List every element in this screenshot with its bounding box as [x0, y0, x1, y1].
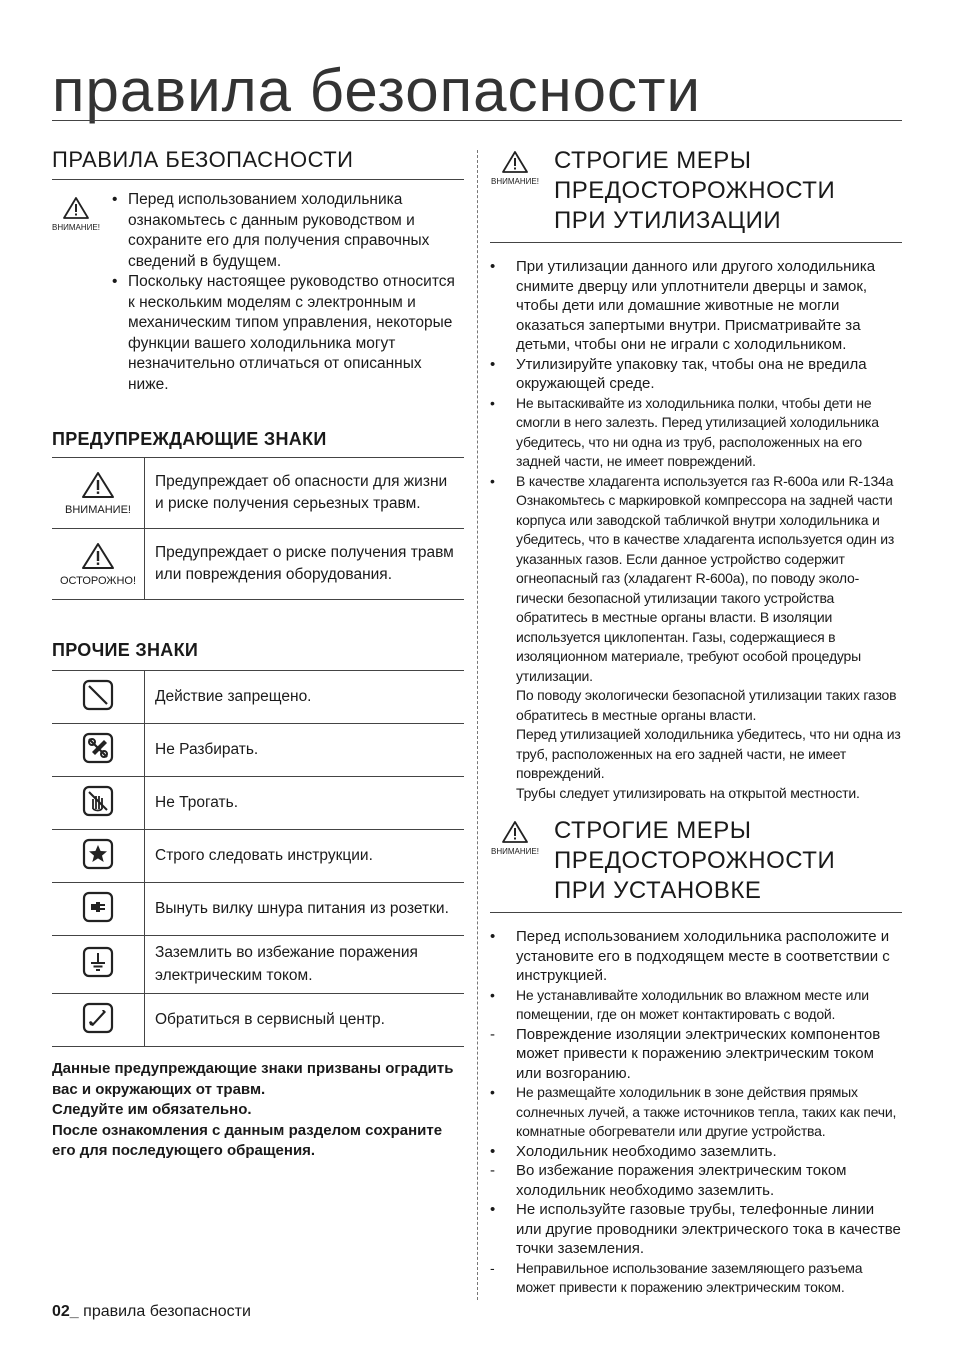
sign-description: Вынуть вилку шнура питания из розетки. [145, 883, 465, 936]
list-item [490, 257, 902, 355]
table-row [52, 777, 464, 830]
sign-description: Действие запрещено. [145, 671, 465, 724]
sign-description: Предупреждает об опасности для жизни и риске получения серьезных травм. [145, 458, 465, 529]
page-title: правила безопасности [52, 57, 701, 124]
bullet-marker: • [490, 986, 495, 1003]
list-item [490, 1083, 902, 1142]
table-row [52, 671, 464, 724]
heading-rule [490, 242, 902, 243]
footer-section: правила безопасности [83, 1303, 251, 1320]
other-signs-table [52, 670, 464, 1047]
list-item [490, 1142, 902, 1162]
title-line: ПРИ УСТАНОВКЕ [554, 877, 762, 904]
disposal-section [490, 146, 902, 803]
list-item [490, 1025, 902, 1084]
table-row [52, 529, 464, 600]
title-line: СТРОГИЕ МЕРЫ [554, 147, 752, 174]
other-signs-heading: ПРОЧИЕ ЗНАКИ [52, 640, 199, 660]
footnote-line: Данные предупреждающие знаки призваны оградить вас и окружающих от травм. [52, 1060, 454, 1098]
sign-description: Заземлить во избежание поражения электрическим током. [145, 936, 465, 994]
list-item-text: Холодильник необходимо заземлить. [516, 1142, 777, 1160]
list-item-text: Перед использованием холодильника расположите и установите его в подходящем месте в соответствии с инструкцией. [516, 928, 890, 984]
safety-heading: ПРАВИЛА БЕЗОПАСНОСТИ [52, 147, 354, 172]
footnote [52, 1059, 464, 1162]
list-item [490, 1200, 902, 1259]
warning-signs-heading: ПРЕДУПРЕЖДАЮЩИЕ ЗНАКИ [52, 429, 327, 449]
section-title [554, 146, 902, 236]
list-item-text: Повреждение изоляции электрических компонентов может привести к поражению электрическим током или возгоранию. [516, 1025, 881, 1082]
disposal-header [490, 146, 902, 236]
list-item-text: Неправильное использование заземляющего разъема может привести к поражению электрическим током. [516, 1259, 863, 1295]
list-item [490, 394, 902, 472]
list-item [490, 1259, 902, 1298]
installation-list [490, 927, 902, 1298]
list-item: • Перед использованием холодильника ознакомьтесь с данным руководством и сохраните его для получения справочных сведений в будущем. [112, 190, 464, 272]
warning-badge [490, 820, 540, 856]
bullet-marker: • [490, 1142, 496, 1160]
table-row [52, 830, 464, 883]
table-row [52, 883, 464, 936]
list-item-text: Перед утилизацией холодильника убедитесь, что ни одна из труб, расположенных на его задней части, не имеет повреждений. [516, 726, 901, 781]
page-footer [52, 1303, 251, 1321]
sign-description: Не Разбирать. [145, 724, 465, 777]
intro-list [52, 190, 464, 395]
list-item-text: В качестве хладагента используется газ R-600a или R-134a Ознакомьтесь с маркировкой компрессора на задней части корпуса или заводской табличкой внутри холодильника и убедитесь, что в качестве хладагента используется один из указанных газов. Если данное устройство содержит огнеопасный газ (хладагент R-600a), по поводу эколо-гически безопасной утилизации такого устройства обратитесь в местные органы власти. В изоляции используется циклопентан. Газы, содержащиеся в изоляционном материале, требуют особой процедуры утилизации. [516, 472, 895, 684]
sign-description: Предупреждает о риске получения травм или повреждения оборудования. [145, 529, 465, 600]
section-title [554, 816, 902, 906]
table-row [52, 994, 464, 1047]
warning-signs-table [52, 457, 464, 600]
page-number: 02_ [52, 1303, 79, 1320]
list-item: • Поскольку настоящее руководство относится к нескольким моделям с электронным и механическим типом управления, некоторые функции вашего холодильника могут незначительно отличаться от описанных ниже. [112, 272, 464, 395]
bullet-marker: • [490, 1201, 496, 1218]
installation-section [490, 816, 902, 1298]
footnote-line: После ознакомления с данным разделом сохраните его для последующего обращения. [52, 1121, 443, 1159]
sign-caption: ВНИМАНИЕ! [65, 503, 131, 516]
caution-triangle-icon [81, 542, 115, 570]
bullet-marker: - [490, 1259, 495, 1276]
list-item-text: При утилизации данного или другого холодильника снимите дверцу или уплотнители дверцы и замок, чтобы дети или домашние животные не могли оказаться запертыми внутри. Присматривайте за детьми, чтобы они не играли с холодильником. [516, 258, 876, 353]
bullet-marker: • [490, 928, 496, 945]
warning-triangle-icon [501, 820, 529, 844]
bullet-marker: - [490, 1162, 495, 1179]
warning-caption: ВНИМАНИЕ! [491, 847, 539, 856]
warning-triangle-icon [62, 196, 90, 220]
list-item-text: Не используйте газовые трубы, телефонные линии или другие проводники электрического тока в качестве точки заземления. [516, 1201, 901, 1257]
sign-description: Не Трогать. [145, 777, 465, 830]
title-line: ПРЕДОСТОРОЖНОСТИ [554, 847, 836, 874]
list-item-text: Не вытаскивайте из холодильника полки, чтобы дети не смогли в него залезть. Перед утилизацией холодильника убедитесь, что ни одна из труб, расположенных на его задней части, не имеет повреждений. [516, 394, 879, 469]
title-rule [52, 120, 902, 121]
bullet-marker: • [490, 355, 496, 373]
heading-rule [52, 179, 464, 180]
unplug-icon [82, 891, 114, 923]
title-line: ПРЕДОСТОРОЖНОСТИ [554, 177, 836, 204]
sign-caption: ОСТОРОЖНО! [59, 574, 137, 587]
table-row [52, 724, 464, 777]
list-item-text: По поводу экологически безопасной утилизации таких газов обратитесь в местные органы власти. [516, 687, 897, 723]
service-phone-icon [82, 1002, 114, 1034]
sign-description: Обратиться в сервисный центр. [145, 994, 465, 1047]
installation-header [490, 816, 902, 906]
bullet-marker: • [490, 1084, 495, 1100]
warning-badge [490, 150, 540, 186]
intro-block [52, 190, 464, 395]
disposal-list [490, 257, 902, 803]
warning-triangle-icon [501, 150, 529, 174]
table-row [52, 458, 464, 529]
left-column [52, 145, 464, 1162]
list-item [490, 355, 902, 394]
prohibited-icon [82, 679, 114, 711]
sign-description: Строго следовать инструкции. [145, 830, 465, 883]
list-item [490, 927, 902, 986]
do-not-disassemble-icon [82, 732, 114, 764]
bullet-marker: • [490, 258, 496, 275]
list-item-text: Трубы следует утилизировать на открытой местности. [516, 784, 860, 801]
bullet-marker: • [490, 394, 495, 411]
title-line: ПРИ УТИЛИЗАЦИИ [554, 207, 782, 234]
title-line: СТРОГИЕ МЕРЫ [554, 817, 752, 844]
warning-caption: ВНИМАНИЕ! [52, 223, 100, 232]
ground-icon [82, 946, 114, 978]
list-item [490, 472, 902, 804]
bullet-marker: - [490, 1025, 495, 1043]
warning-badge [52, 196, 100, 232]
list-item-text: Не размещайте холодильник в зоне действия прямых солнечных лучей, а также источников тепла, таких как печи, комнатные обогреватели или другие устройства. [516, 1084, 897, 1139]
column-divider [477, 150, 478, 1300]
table-row [52, 936, 464, 994]
warning-caption: ВНИМАНИЕ! [491, 177, 539, 186]
list-item [490, 986, 902, 1025]
bullet-marker: • [490, 472, 495, 489]
heading-rule [490, 912, 902, 913]
footnote-line: Следуйте им обязательно. [52, 1101, 252, 1118]
list-item-text: Не устанавливайте холодильник во влажном месте или помещении, где он может контактировать с водой. [516, 986, 869, 1022]
do-not-touch-icon [82, 785, 114, 817]
list-item-text: Утилизируйте упаковку так, чтобы она не вредила окружающей среде. [516, 355, 867, 392]
list-item-text: Во избежание поражения электрическим током холодильник необходимо заземлить. [516, 1162, 847, 1199]
follow-instructions-icon [82, 838, 114, 870]
list-item [490, 1161, 902, 1200]
warning-triangle-icon [81, 471, 115, 499]
